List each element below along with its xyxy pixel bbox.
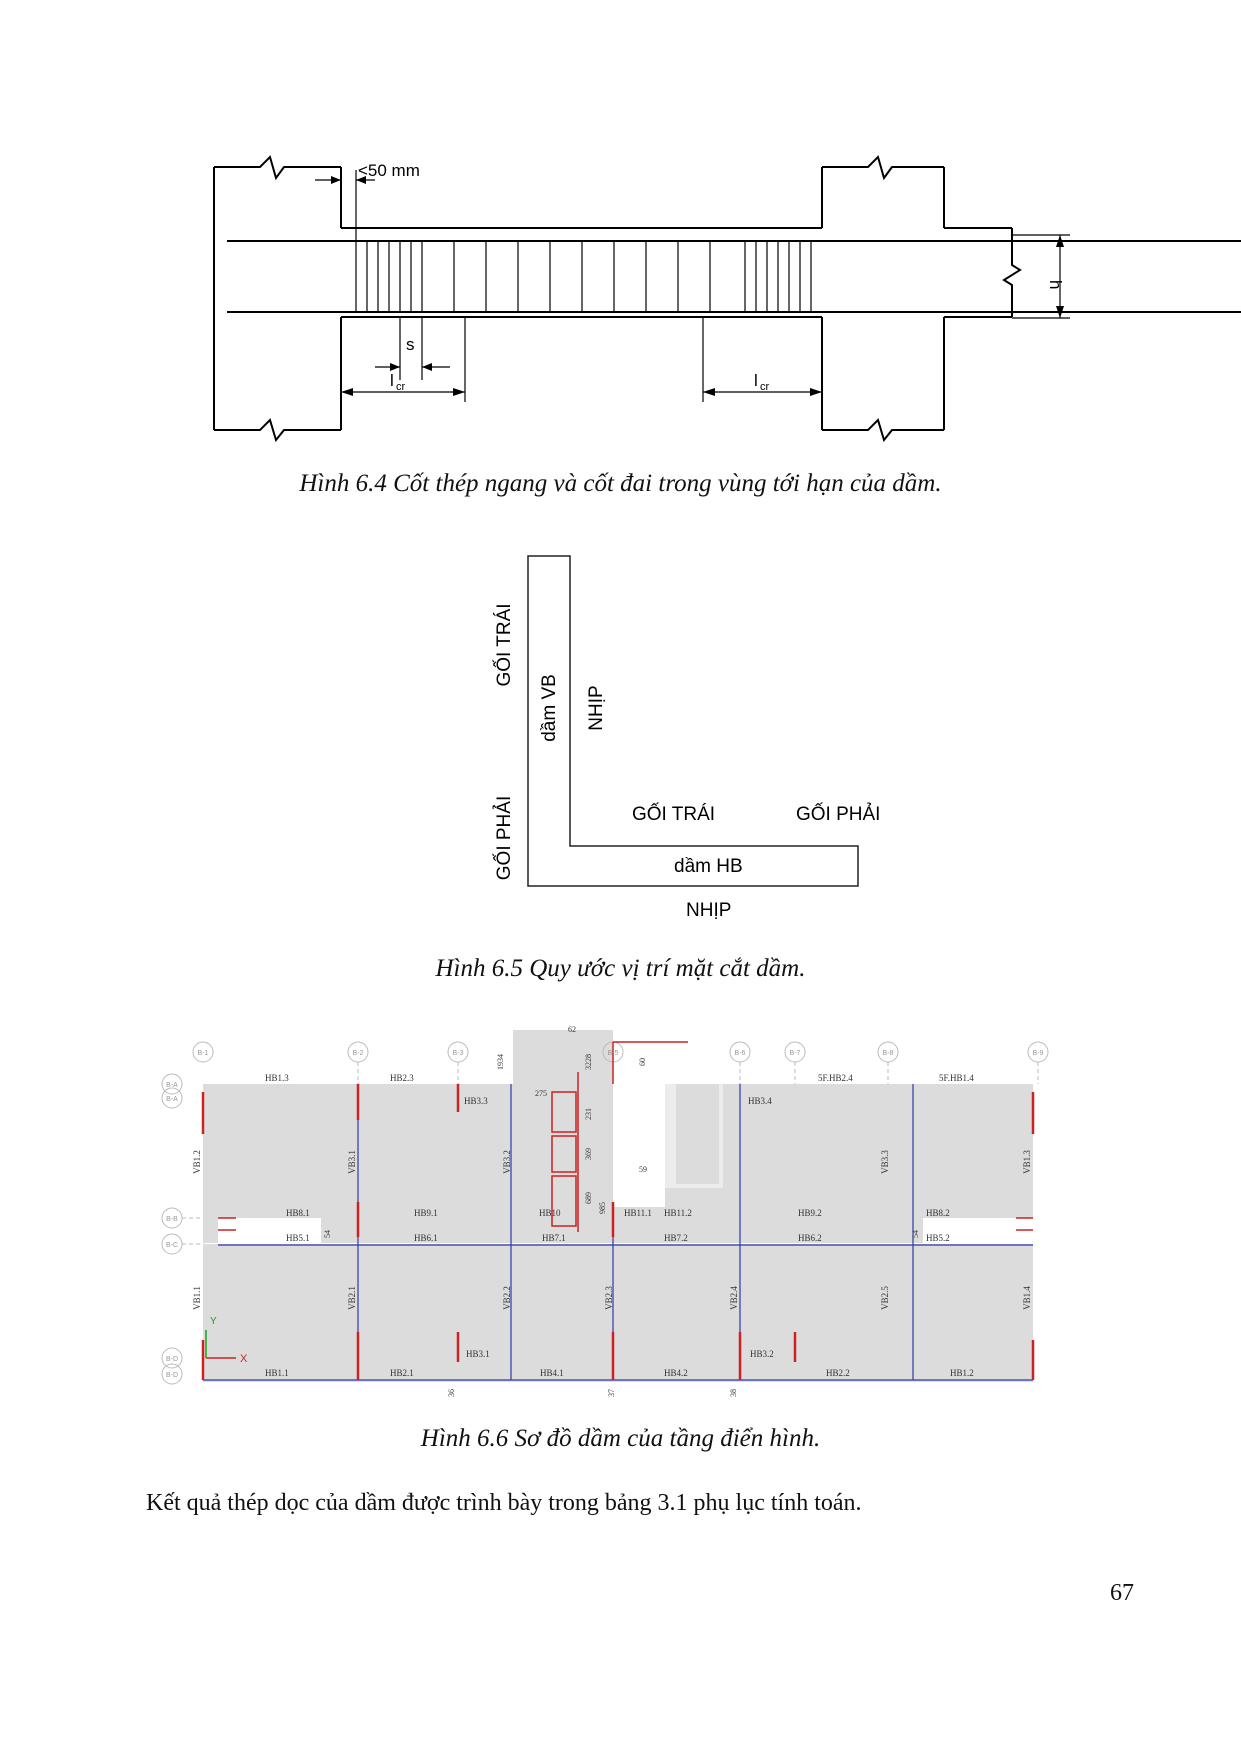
dimension-label: 60: [638, 1058, 647, 1066]
grid-y-label: B-B: [166, 1216, 178, 1223]
figure-6-5-caption: Hình 6.5 Quy ước vị trí mặt cắt dầm.: [435, 955, 806, 982]
beam-label: VB3.3: [880, 1150, 890, 1174]
diagram-label: l: [754, 371, 758, 390]
grid-x-label: B-1: [197, 1050, 209, 1057]
axis-x-label: X: [240, 1353, 248, 1365]
dimension-label: 689: [584, 1192, 593, 1204]
beam-label: HB5.2: [926, 1233, 950, 1243]
body-paragraph: Kết quả thép dọc của dầm được trình bày trong bảng 3.1 phụ lục tính toán.: [146, 1490, 862, 1516]
beam-label: VB2.5: [880, 1286, 890, 1310]
beam-label: 5F.HB2.4: [818, 1073, 853, 1083]
dimension-label: 369: [584, 1148, 593, 1160]
beam-label: HB1.3: [265, 1073, 289, 1083]
beam-label: HB1.1: [265, 1368, 289, 1378]
dimension-label: 38: [729, 1389, 738, 1397]
beam-label: HB6.2: [798, 1233, 822, 1243]
figure-6-4-caption: Hình 6.4 Cốt thép ngang và cốt đai trong vùng tới hạn của dầm.: [299, 470, 942, 497]
figure-6-5-diagram: [470, 540, 881, 940]
beam-label: HB3.2: [750, 1349, 774, 1359]
axis-y-label: Y: [210, 1316, 217, 1327]
vb-support-top: GỐI TRÁI: [494, 603, 515, 687]
beam-label: 5F.HB1.4: [939, 1073, 974, 1083]
vb-support-bottom: GỐI PHẢI: [494, 795, 515, 881]
hb-support-left: GỐI TRÁI: [632, 804, 716, 825]
beam-label: HB3.4: [748, 1096, 772, 1106]
height-label: h: [1046, 280, 1065, 290]
dimension-label: 62: [568, 1025, 576, 1034]
grid-x-label: B-9: [1032, 1050, 1044, 1057]
beam-label: HB7.1: [542, 1233, 566, 1243]
hb-beam-name: dầm HB: [674, 856, 743, 877]
figure-6-4-diagram: [200, 140, 1100, 440]
vb-span-label: NHỊP: [586, 685, 607, 731]
diagram-label: cr: [760, 381, 770, 393]
gap-label: <50 mm: [358, 161, 420, 180]
beam-label: HB8.1: [286, 1208, 310, 1218]
dimension-label: 59: [639, 1165, 647, 1174]
beam-label: VB1.2: [192, 1150, 202, 1174]
beam-label: VB2.3: [604, 1286, 614, 1310]
beam-label: HB5.1: [286, 1233, 310, 1243]
beam-label: HB6.1: [414, 1233, 438, 1243]
hb-span-label: NHỊP: [686, 900, 732, 921]
beam-label: HB9.1: [414, 1208, 438, 1218]
beam-label: HB3.3: [464, 1096, 488, 1106]
dimension-label: 54: [323, 1230, 332, 1238]
dimension-label: 37: [607, 1389, 616, 1397]
beam-label: VB1.4: [1022, 1286, 1032, 1310]
beam-label: HB7.2: [664, 1233, 688, 1243]
beam-label: HB8.2: [926, 1208, 950, 1218]
hb-support-right: GỐI PHẢI: [796, 804, 881, 825]
spacing-label: s: [406, 335, 415, 354]
grid-x-label: B-2: [352, 1050, 364, 1057]
grid-x-label: B-8: [882, 1050, 894, 1057]
beam-label: VB3.2: [502, 1150, 512, 1174]
vb-beam-name: dầm VB: [539, 674, 560, 742]
diagram-label: l: [390, 371, 394, 390]
grid-x-label: B-6: [734, 1050, 746, 1057]
grid-x-label: B-5: [607, 1050, 619, 1057]
beam-label: VB2.4: [729, 1286, 739, 1310]
beam-label: HB11.2: [664, 1208, 692, 1218]
lcr-left-label: [390, 371, 406, 393]
beam-label: HB10: [539, 1208, 561, 1218]
dimension-label: 231: [584, 1108, 593, 1120]
beam-label: HB2.2: [826, 1368, 850, 1378]
beam-label: VB3.1: [347, 1150, 357, 1174]
page-number: 67: [1110, 1580, 1134, 1606]
beam-label: HB2.1: [390, 1368, 414, 1378]
grid-y-label: B-D: [165, 1356, 179, 1363]
dimension-label: 3228: [584, 1054, 593, 1070]
beam-label: HB1.2: [950, 1368, 974, 1378]
beam-label: VB2.1: [347, 1286, 357, 1310]
figure-6-6-beam-plan: [158, 1022, 1058, 1398]
beam-label: HB3.1: [466, 1349, 490, 1359]
dimension-label: 54: [911, 1230, 920, 1238]
beam-label: HB4.1: [540, 1368, 564, 1378]
dimension-label: 275: [535, 1089, 547, 1098]
dimension-label: 36: [447, 1389, 456, 1397]
grid-x-label: B-3: [452, 1050, 464, 1057]
grid-y-label: B-A: [166, 1082, 178, 1089]
beam-label: HB9.2: [798, 1208, 822, 1218]
beam-label: HB11.1: [624, 1208, 652, 1218]
grid-y-label: B-C: [165, 1242, 179, 1249]
beam-label: HB4.2: [664, 1368, 688, 1378]
dimension-label: 985: [598, 1202, 607, 1214]
grid-y-label: B-A: [166, 1096, 178, 1103]
lcr-right-label: [754, 371, 770, 393]
dimension-label: 1934: [496, 1054, 505, 1070]
grid-x-label: B-7: [789, 1050, 801, 1057]
grid-y-label: B-D: [165, 1372, 179, 1379]
diagram-label: cr: [396, 381, 406, 393]
beam-label: VB1.1: [192, 1286, 202, 1310]
beam-label: VB2.2: [502, 1286, 512, 1310]
beam-label: VB1.3: [1022, 1150, 1032, 1174]
beam-label: HB2.3: [390, 1073, 414, 1083]
figure-6-6-caption: Hình 6.6 Sơ đồ dầm của tầng điển hình.: [420, 1425, 821, 1452]
